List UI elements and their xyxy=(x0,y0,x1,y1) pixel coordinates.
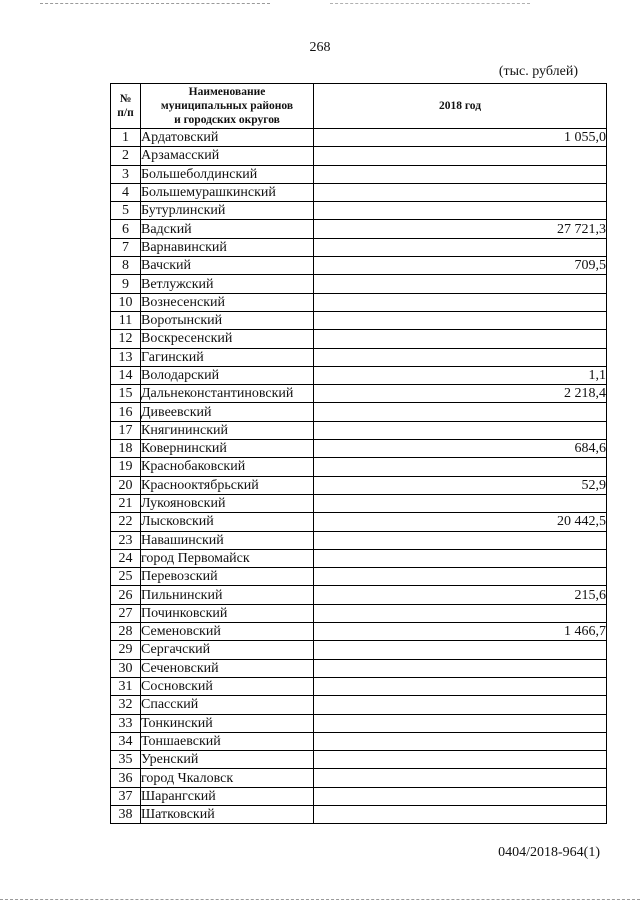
row-value xyxy=(314,732,607,750)
table-row xyxy=(111,494,607,512)
header-number xyxy=(111,84,141,129)
row-number: 1 xyxy=(111,129,141,147)
table-row xyxy=(111,696,607,714)
row-value xyxy=(314,549,607,567)
table-row xyxy=(111,787,607,805)
table-row xyxy=(111,568,607,586)
table-row xyxy=(111,129,607,147)
table-row xyxy=(111,238,607,256)
row-number: 4 xyxy=(111,183,141,201)
district-name: Бутурлинский xyxy=(141,202,314,220)
row-value xyxy=(314,787,607,805)
row-number: 18 xyxy=(111,440,141,458)
row-number: 10 xyxy=(111,293,141,311)
header-number-line: № xyxy=(119,93,132,105)
district-name: Сосновский xyxy=(141,677,314,695)
row-number: 26 xyxy=(111,586,141,604)
table-row xyxy=(111,513,607,531)
district-name: Перевозский xyxy=(141,568,314,586)
header-year: 2018 год xyxy=(314,84,607,129)
district-name: Большемурашкинский xyxy=(141,183,314,201)
district-name: Воскресенский xyxy=(141,330,314,348)
row-value: 1 466,7 xyxy=(314,623,607,641)
row-number: 11 xyxy=(111,311,141,329)
row-value xyxy=(314,641,607,659)
scan-edge-top xyxy=(40,3,270,5)
row-number: 24 xyxy=(111,549,141,567)
row-value xyxy=(314,751,607,769)
table-row xyxy=(111,165,607,183)
row-number: 34 xyxy=(111,732,141,750)
district-name: Краснобаковский xyxy=(141,458,314,476)
row-number: 14 xyxy=(111,366,141,384)
district-name: Семеновский xyxy=(141,623,314,641)
table-row xyxy=(111,604,607,622)
row-value: 52,9 xyxy=(314,476,607,494)
table-row xyxy=(111,330,607,348)
row-number: 5 xyxy=(111,202,141,220)
table-row xyxy=(111,677,607,695)
table-row xyxy=(111,805,607,823)
row-value xyxy=(314,183,607,201)
row-value xyxy=(314,311,607,329)
district-name: Вачский xyxy=(141,257,314,275)
row-value xyxy=(314,421,607,439)
district-name: Лукояновский xyxy=(141,494,314,512)
row-value xyxy=(314,458,607,476)
row-value xyxy=(314,165,607,183)
header-name-line: и городских округов xyxy=(174,114,280,126)
table-row xyxy=(111,275,607,293)
table-row xyxy=(111,659,607,677)
table-row xyxy=(111,732,607,750)
row-value: 215,6 xyxy=(314,586,607,604)
table-row xyxy=(111,293,607,311)
header-name-line: муниципальных районов xyxy=(160,100,294,112)
table-row xyxy=(111,348,607,366)
row-value xyxy=(314,403,607,421)
district-name: Сергачский xyxy=(141,641,314,659)
row-number: 7 xyxy=(111,238,141,256)
district-name: Уренский xyxy=(141,751,314,769)
row-number: 38 xyxy=(111,805,141,823)
scan-edge-top-right xyxy=(330,3,530,5)
district-name: Вадский xyxy=(141,220,314,238)
district-name: город Первомайск xyxy=(141,549,314,567)
row-number: 33 xyxy=(111,714,141,732)
page-number: 268 xyxy=(309,40,331,55)
table-row xyxy=(111,458,607,476)
row-number: 27 xyxy=(111,604,141,622)
table-row xyxy=(111,769,607,787)
units-label: (тыс. рублей) xyxy=(498,64,578,79)
table-row xyxy=(111,147,607,165)
row-number: 29 xyxy=(111,641,141,659)
row-value xyxy=(314,147,607,165)
row-number: 22 xyxy=(111,513,141,531)
table-row xyxy=(111,366,607,384)
district-name: Дивеевский xyxy=(141,403,314,421)
row-number: 3 xyxy=(111,165,141,183)
table-row xyxy=(111,202,607,220)
row-value xyxy=(314,293,607,311)
table-row xyxy=(111,403,607,421)
row-number: 25 xyxy=(111,568,141,586)
district-name: город Чкаловск xyxy=(141,769,314,787)
district-name: Сеченовский xyxy=(141,659,314,677)
row-number: 19 xyxy=(111,458,141,476)
row-value: 20 442,5 xyxy=(314,513,607,531)
row-value: 1,1 xyxy=(314,366,607,384)
row-number: 32 xyxy=(111,696,141,714)
row-value xyxy=(314,275,607,293)
budget-table xyxy=(110,83,607,824)
district-name: Воротынский xyxy=(141,311,314,329)
row-value xyxy=(314,604,607,622)
district-name: Арзамасский xyxy=(141,147,314,165)
district-name: Пильнинский xyxy=(141,586,314,604)
row-value xyxy=(314,696,607,714)
district-name: Ветлужский xyxy=(141,275,314,293)
table-row xyxy=(111,476,607,494)
row-number: 12 xyxy=(111,330,141,348)
district-name: Варнавинский xyxy=(141,238,314,256)
district-name: Починковский xyxy=(141,604,314,622)
table-row xyxy=(111,714,607,732)
row-value: 2 218,4 xyxy=(314,385,607,403)
district-name: Краснооктябрьский xyxy=(141,476,314,494)
district-name: Большеболдинский xyxy=(141,165,314,183)
header-name-line: Наименование xyxy=(188,86,266,98)
district-name: Тоншаевский xyxy=(141,732,314,750)
row-number: 8 xyxy=(111,257,141,275)
district-name: Навашинский xyxy=(141,531,314,549)
document-code: 0404/2018-964(1) xyxy=(498,845,600,860)
table-header-row xyxy=(111,84,607,129)
row-value xyxy=(314,677,607,695)
row-number: 2 xyxy=(111,147,141,165)
row-value: 709,5 xyxy=(314,257,607,275)
row-value: 27 721,3 xyxy=(314,220,607,238)
table-row xyxy=(111,183,607,201)
row-number: 21 xyxy=(111,494,141,512)
table-row xyxy=(111,623,607,641)
row-value xyxy=(314,659,607,677)
table-row xyxy=(111,751,607,769)
district-name: Ардатовский xyxy=(141,129,314,147)
table-row xyxy=(111,257,607,275)
table-row xyxy=(111,311,607,329)
row-value xyxy=(314,531,607,549)
row-value: 684,6 xyxy=(314,440,607,458)
row-value xyxy=(314,202,607,220)
table-row xyxy=(111,586,607,604)
district-name: Ковернинский xyxy=(141,440,314,458)
row-value xyxy=(314,238,607,256)
district-name: Шарангский xyxy=(141,787,314,805)
row-number: 28 xyxy=(111,623,141,641)
row-value xyxy=(314,494,607,512)
row-number: 16 xyxy=(111,403,141,421)
table-row xyxy=(111,220,607,238)
table-row xyxy=(111,531,607,549)
row-value xyxy=(314,330,607,348)
table-row xyxy=(111,549,607,567)
header-number-line: п/п xyxy=(117,107,134,119)
row-value xyxy=(314,805,607,823)
table-row xyxy=(111,385,607,403)
row-number: 17 xyxy=(111,421,141,439)
district-name: Володарский xyxy=(141,366,314,384)
row-number: 23 xyxy=(111,531,141,549)
row-number: 9 xyxy=(111,275,141,293)
table-row xyxy=(111,421,607,439)
row-number: 6 xyxy=(111,220,141,238)
row-value xyxy=(314,348,607,366)
district-name: Княгининский xyxy=(141,421,314,439)
row-number: 13 xyxy=(111,348,141,366)
row-number: 37 xyxy=(111,787,141,805)
district-name: Тонкинский xyxy=(141,714,314,732)
row-number: 31 xyxy=(111,677,141,695)
scan-edge-bottom xyxy=(0,899,640,901)
row-number: 15 xyxy=(111,385,141,403)
district-name: Вознесенский xyxy=(141,293,314,311)
row-value xyxy=(314,714,607,732)
row-value xyxy=(314,568,607,586)
row-number: 36 xyxy=(111,769,141,787)
table-row xyxy=(111,641,607,659)
district-name: Дальнеконстантиновский xyxy=(141,385,314,403)
row-number: 20 xyxy=(111,476,141,494)
row-number: 35 xyxy=(111,751,141,769)
district-name: Шатковский xyxy=(141,805,314,823)
table-row xyxy=(111,440,607,458)
district-name: Спасский xyxy=(141,696,314,714)
district-name: Лысковский xyxy=(141,513,314,531)
header-name xyxy=(141,84,314,129)
row-number: 30 xyxy=(111,659,141,677)
district-name: Гагинский xyxy=(141,348,314,366)
row-value xyxy=(314,769,607,787)
row-value: 1 055,0 xyxy=(314,129,607,147)
